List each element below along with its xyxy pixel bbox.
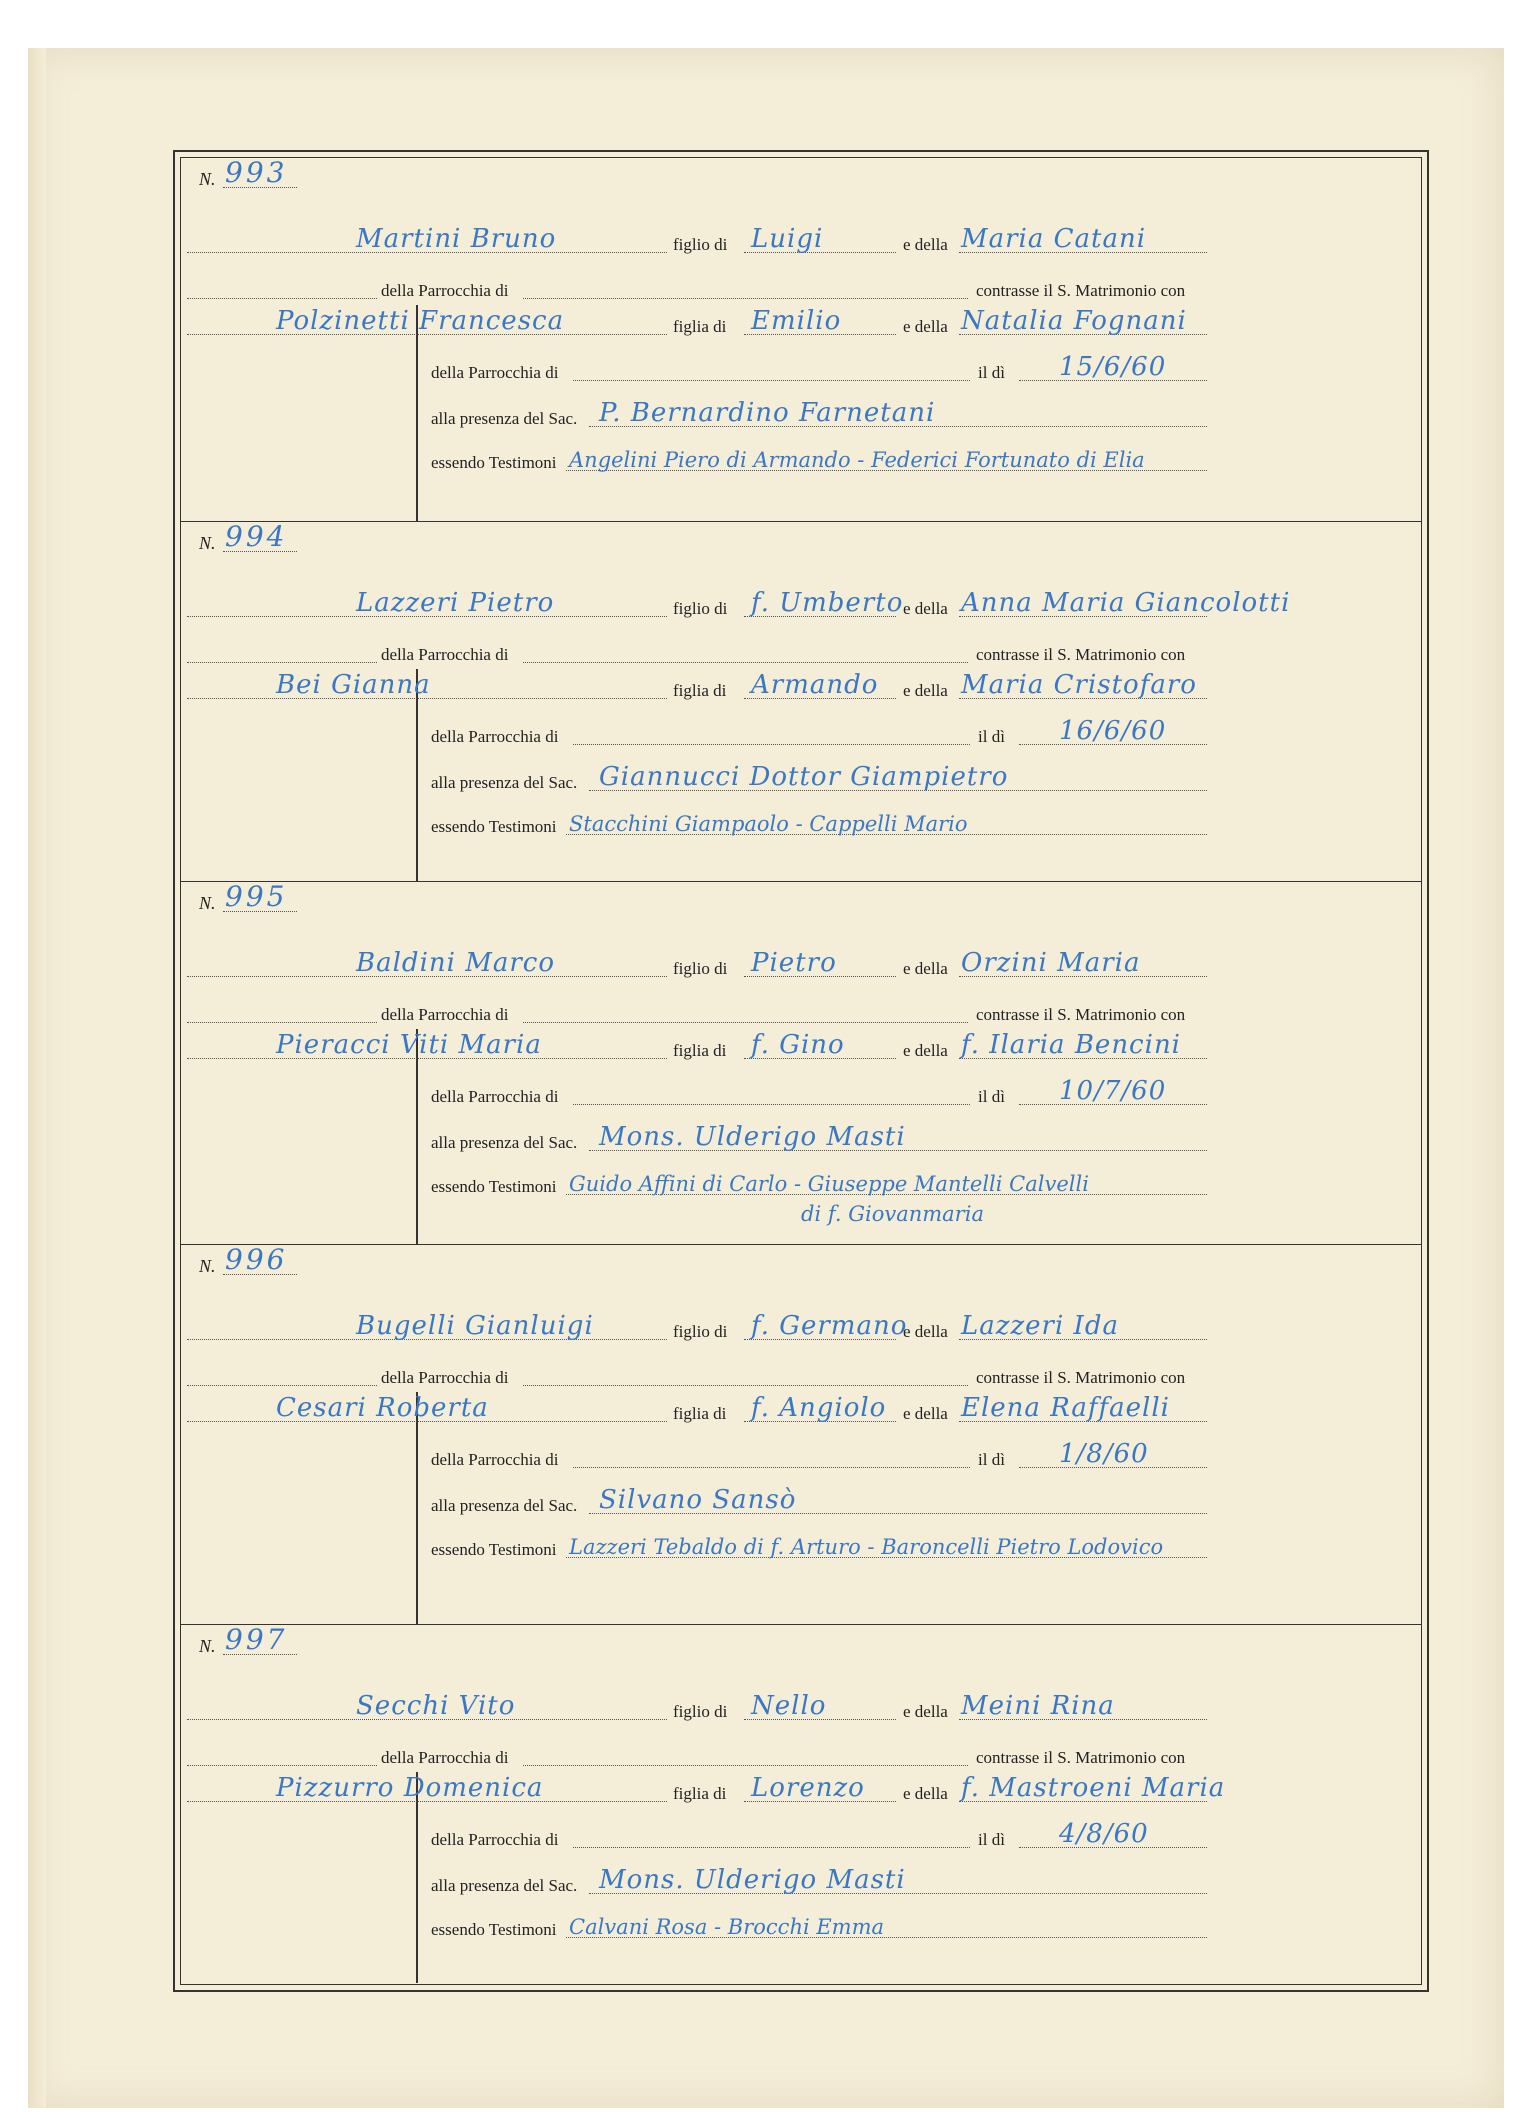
marriage-record bbox=[181, 521, 1421, 882]
parish-label: della Parrocchia di bbox=[381, 1005, 509, 1024]
bride-mother: f. Ilaria Bencini bbox=[961, 1030, 1181, 1060]
number-label: N. bbox=[199, 533, 216, 553]
groom-name: Bugelli Gianluigi bbox=[356, 1311, 594, 1341]
parish-label: della Parrocchia di bbox=[381, 1368, 509, 1387]
record-number-row bbox=[181, 1245, 1421, 1281]
groom-parish-row bbox=[181, 633, 1421, 669]
bride-parish-row bbox=[181, 1075, 1421, 1111]
groom-parish-row bbox=[181, 1736, 1421, 1772]
bride-parish-line bbox=[573, 380, 970, 381]
groom-parish-line bbox=[523, 1385, 968, 1386]
number-label: N. bbox=[199, 1256, 216, 1276]
groom-mother: Maria Catani bbox=[961, 224, 1147, 254]
bride-parish-line bbox=[573, 1467, 970, 1468]
number-label: N. bbox=[199, 169, 216, 189]
bride-row bbox=[181, 1392, 1421, 1428]
officiating-priest: Mons. Ulderigo Masti bbox=[599, 1122, 906, 1152]
bride-mother: Elena Raffaelli bbox=[961, 1393, 1170, 1423]
son-of-label: figlio di bbox=[673, 1702, 728, 1721]
bride-parish-row bbox=[181, 715, 1421, 751]
number-label: N. bbox=[199, 1636, 216, 1656]
bride-father: f. Gino bbox=[751, 1030, 845, 1060]
witnesses-label: essendo Testimoni bbox=[431, 1540, 557, 1559]
marriage-record bbox=[181, 158, 1421, 521]
groom-mother: Anna Maria Giancolotti bbox=[961, 588, 1291, 618]
groom-parish-lead-line bbox=[187, 1022, 377, 1023]
groom-parish-line bbox=[523, 298, 968, 299]
presence-label: alla presenza del Sac. bbox=[431, 1133, 578, 1152]
witnesses-continued: di f. Giovanmaria bbox=[801, 1202, 984, 1226]
groom-row bbox=[181, 587, 1421, 623]
groom-name: Martini Bruno bbox=[356, 224, 557, 254]
marriage-date: 1/8/60 bbox=[1059, 1439, 1149, 1469]
witnesses-names: Stacchini Giampaolo - Cappelli Mario bbox=[569, 812, 968, 836]
officiating-priest: Silvano Sansò bbox=[599, 1485, 797, 1515]
record-number: 995 bbox=[225, 880, 288, 913]
parish-label: della Parrocchia di bbox=[381, 1748, 509, 1767]
and-of-label: e della bbox=[903, 1702, 948, 1721]
groom-father: Luigi bbox=[751, 224, 824, 254]
daughter-of-label: figlia di bbox=[673, 1404, 727, 1423]
witnesses-continued-row bbox=[181, 1195, 1421, 1231]
marriage-record bbox=[181, 881, 1421, 1245]
married-label: contrasse il S. Matrimonio con bbox=[976, 1368, 1186, 1387]
bride-name: Cesari Roberta bbox=[276, 1393, 489, 1423]
witnesses-label: essendo Testimoni bbox=[431, 817, 557, 836]
groom-mother: Meini Rina bbox=[961, 1691, 1115, 1721]
parish-label: della Parrocchia di bbox=[381, 281, 509, 300]
parish-label: della Parrocchia di bbox=[431, 1830, 559, 1849]
bride-row bbox=[181, 305, 1421, 341]
bride-parish-line bbox=[573, 1847, 970, 1848]
groom-row bbox=[181, 947, 1421, 983]
groom-parish-line bbox=[523, 1765, 968, 1766]
bride-mother: Natalia Fognani bbox=[961, 306, 1187, 336]
record-number: 994 bbox=[225, 520, 288, 553]
groom-father: Pietro bbox=[751, 948, 837, 978]
bride-mother: Maria Cristofaro bbox=[961, 670, 1197, 700]
officiating-priest: P. Bernardino Farnetani bbox=[599, 398, 936, 428]
groom-name: Lazzeri Pietro bbox=[356, 588, 555, 618]
record-number: 993 bbox=[225, 156, 288, 189]
and-of-label: e della bbox=[903, 599, 948, 618]
bride-father: Lorenzo bbox=[751, 1773, 865, 1803]
marriage-date: 4/8/60 bbox=[1059, 1819, 1149, 1849]
groom-parish-lead-line bbox=[187, 1765, 377, 1766]
groom-row bbox=[181, 1310, 1421, 1346]
and-of-label: e della bbox=[903, 1041, 948, 1060]
bride-parish-line bbox=[573, 1104, 970, 1105]
record-number-row bbox=[181, 158, 1421, 194]
on-day-label: il dì bbox=[978, 1450, 1005, 1469]
groom-mother: Lazzeri Ida bbox=[961, 1311, 1119, 1341]
presence-label: alla presenza del Sac. bbox=[431, 773, 578, 792]
number-label: N. bbox=[199, 893, 216, 913]
on-day-label: il dì bbox=[978, 727, 1005, 746]
and-of-label: e della bbox=[903, 317, 948, 336]
daughter-of-label: figlia di bbox=[673, 1784, 727, 1803]
register-page bbox=[28, 48, 1504, 2108]
on-day-label: il dì bbox=[978, 1830, 1005, 1849]
witnesses-continued-row bbox=[181, 835, 1421, 871]
groom-row bbox=[181, 1690, 1421, 1726]
and-of-label: e della bbox=[903, 1784, 948, 1803]
record-number-row bbox=[181, 522, 1421, 558]
bride-father: Armando bbox=[751, 670, 879, 700]
witnesses-continued-row bbox=[181, 1938, 1421, 1974]
daughter-of-label: figlia di bbox=[673, 681, 727, 700]
marriage-date: 16/6/60 bbox=[1059, 716, 1167, 746]
bride-row bbox=[181, 1772, 1421, 1808]
officiating-priest: Mons. Ulderigo Masti bbox=[599, 1865, 906, 1895]
bride-name: Pieracci Viti Maria bbox=[276, 1030, 542, 1060]
bride-name: Bei Gianna bbox=[276, 670, 431, 700]
on-day-label: il dì bbox=[978, 363, 1005, 382]
groom-parish-lead-line bbox=[187, 298, 377, 299]
presence-label: alla presenza del Sac. bbox=[431, 1496, 578, 1515]
priest-row bbox=[181, 1864, 1421, 1900]
married-label: contrasse il S. Matrimonio con bbox=[976, 1005, 1186, 1024]
parish-label: della Parrocchia di bbox=[431, 1450, 559, 1469]
and-of-label: e della bbox=[903, 1322, 948, 1341]
groom-parish-line bbox=[523, 1022, 968, 1023]
priest-row bbox=[181, 397, 1421, 433]
groom-name: Baldini Marco bbox=[356, 948, 555, 978]
married-label: contrasse il S. Matrimonio con bbox=[976, 281, 1186, 300]
groom-name: Secchi Vito bbox=[356, 1691, 516, 1721]
parish-label: della Parrocchia di bbox=[431, 727, 559, 746]
witnesses-names: Lazzeri Tebaldo di f. Arturo - Baroncelli Pietro Lodovico bbox=[569, 1535, 1164, 1559]
and-of-label: e della bbox=[903, 959, 948, 978]
witnesses-label: essendo Testimoni bbox=[431, 453, 557, 472]
groom-father: f. Umberto bbox=[751, 588, 904, 618]
register-frame-inner bbox=[180, 157, 1422, 1985]
bride-parish-row bbox=[181, 351, 1421, 387]
and-of-label: e della bbox=[903, 235, 948, 254]
groom-row bbox=[181, 223, 1421, 259]
witnesses-continued-row bbox=[181, 471, 1421, 507]
priest-row bbox=[181, 1121, 1421, 1157]
groom-parish-line bbox=[523, 662, 968, 663]
witnesses-names: Calvani Rosa - Brocchi Emma bbox=[569, 1915, 885, 1939]
son-of-label: figlio di bbox=[673, 599, 728, 618]
parish-label: della Parrocchia di bbox=[381, 645, 509, 664]
bride-row bbox=[181, 669, 1421, 705]
bride-mother: f. Mastroeni Maria bbox=[961, 1773, 1226, 1803]
on-day-label: il dì bbox=[978, 1087, 1005, 1106]
witnesses-label: essendo Testimoni bbox=[431, 1177, 557, 1196]
daughter-of-label: figlia di bbox=[673, 317, 727, 336]
son-of-label: figlio di bbox=[673, 235, 728, 254]
groom-father: f. Germano bbox=[751, 1311, 908, 1341]
parish-label: della Parrocchia di bbox=[431, 363, 559, 382]
groom-parish-row bbox=[181, 269, 1421, 305]
priest-row bbox=[181, 761, 1421, 797]
bride-parish-line bbox=[573, 744, 970, 745]
officiating-priest: Giannucci Dottor Giampietro bbox=[599, 762, 1009, 792]
groom-father: Nello bbox=[751, 1691, 827, 1721]
presence-label: alla presenza del Sac. bbox=[431, 1876, 578, 1895]
marriage-date: 15/6/60 bbox=[1059, 352, 1167, 382]
witnesses-continued-row bbox=[181, 1558, 1421, 1594]
bride-row bbox=[181, 1029, 1421, 1065]
bride-father: Emilio bbox=[751, 306, 842, 336]
bride-parish-row bbox=[181, 1438, 1421, 1474]
groom-parish-row bbox=[181, 1356, 1421, 1392]
bride-name: Pizzurro Domenica bbox=[276, 1773, 544, 1803]
record-number-row bbox=[181, 1625, 1421, 1661]
groom-parish-lead-line bbox=[187, 662, 377, 663]
witnesses-names: Guido Affini di Carlo - Giuseppe Mantelli Calvelli bbox=[569, 1172, 1089, 1196]
groom-parish-row bbox=[181, 993, 1421, 1029]
record-number-row bbox=[181, 882, 1421, 918]
witnesses-names: Angelini Piero di Armando - Federici Fortunato di Elia bbox=[569, 448, 1145, 472]
marriage-record bbox=[181, 1244, 1421, 1625]
bride-parish-row bbox=[181, 1818, 1421, 1854]
groom-mother: Orzini Maria bbox=[961, 948, 1141, 978]
record-number: 997 bbox=[225, 1623, 288, 1656]
marriage-date: 10/7/60 bbox=[1059, 1076, 1167, 1106]
register-frame bbox=[173, 150, 1429, 1992]
married-label: contrasse il S. Matrimonio con bbox=[976, 1748, 1186, 1767]
record-number: 996 bbox=[225, 1243, 288, 1276]
witnesses-label: essendo Testimoni bbox=[431, 1920, 557, 1939]
son-of-label: figlio di bbox=[673, 1322, 728, 1341]
daughter-of-label: figlia di bbox=[673, 1041, 727, 1060]
presence-label: alla presenza del Sac. bbox=[431, 409, 578, 428]
parish-label: della Parrocchia di bbox=[431, 1087, 559, 1106]
married-label: contrasse il S. Matrimonio con bbox=[976, 645, 1186, 664]
and-of-label: e della bbox=[903, 1404, 948, 1423]
groom-parish-lead-line bbox=[187, 1385, 377, 1386]
and-of-label: e della bbox=[903, 681, 948, 700]
marriage-record bbox=[181, 1624, 1421, 1983]
bride-name: Polzinetti Francesca bbox=[276, 306, 565, 336]
bride-father: f. Angiolo bbox=[751, 1393, 887, 1423]
son-of-label: figlio di bbox=[673, 959, 728, 978]
priest-row bbox=[181, 1484, 1421, 1520]
